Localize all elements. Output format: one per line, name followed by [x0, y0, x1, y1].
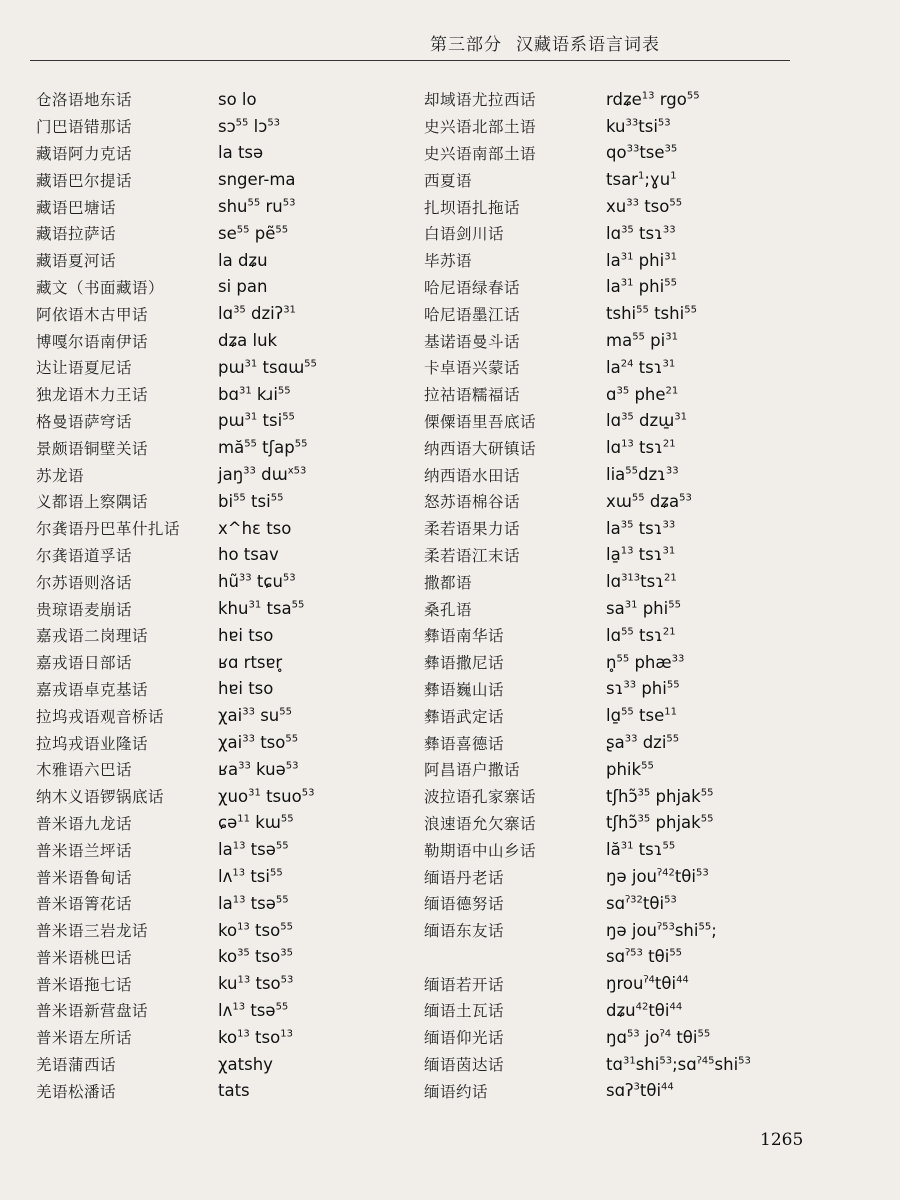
language-name: 彝语喜德话 [424, 734, 505, 753]
entry-row [36, 810, 436, 837]
language-name: 达让语夏尼话 [36, 359, 133, 378]
language-name: 却域语尤拉西话 [424, 91, 537, 110]
word-form: $ku^{33}tsi^{53}$ [606, 116, 671, 136]
language-name: 尔龚语道孚话 [36, 546, 133, 565]
word-form: $ko^{13}$ tso$^{55}$ [218, 920, 293, 940]
language-name: 普米语兰坪话 [36, 841, 133, 860]
word-form: tshi$^{55}$ tshi$^{55}$ [606, 304, 697, 324]
entry-row [36, 488, 436, 515]
entry-row [36, 515, 436, 542]
language-name: 藏文（书面藏语） [36, 278, 165, 297]
word-form: lɑ$^{55}$ tsɿ$^{21}$ [606, 625, 676, 645]
running-header [430, 30, 660, 55]
word-form: rdʑe$^{13}$ rgo$^{55}$ [606, 89, 700, 109]
word-form: x^hɛ tso [218, 518, 292, 538]
entry-row [424, 488, 824, 515]
entry-row [424, 461, 824, 488]
word-form: $la^{31}$ phi$^{31}$ [606, 250, 677, 270]
language-name: 缅语茵达话 [424, 1056, 505, 1075]
entry-row [36, 944, 436, 971]
header-part: 第三部分 [430, 35, 502, 55]
language-name: 嘉戎语日部话 [36, 654, 133, 673]
language-name: 怒苏语棉谷话 [424, 493, 521, 512]
word-form: dʑu$^{42}$tθi$^{44}$ [606, 1000, 683, 1020]
word-form: lɑ$^{35}$ tsɿ$^{33}$ [606, 223, 676, 243]
entry-row [424, 783, 824, 810]
language-name: 桑孔语 [424, 600, 473, 619]
entry-row [36, 220, 436, 247]
language-name: 浪速语允欠寨话 [424, 814, 537, 833]
word-form: ʁɑ rtsɐr̥ [218, 652, 283, 672]
language-name: 毕苏语 [424, 252, 473, 271]
entry-row [424, 300, 824, 327]
entry-row [424, 408, 824, 435]
language-name: 卡卓语兴蒙话 [424, 359, 521, 378]
word-form: la tsə [218, 143, 264, 163]
language-name: 缅语土瓦话 [424, 1002, 505, 1021]
entry-row [424, 193, 824, 220]
word-form: $sa^{31}$ phi$^{55}$ [606, 599, 681, 619]
word-form: ŋrou$^{ʔ4}$tθi$^{44}$ [606, 974, 689, 994]
left-column [36, 86, 436, 1104]
entry-row [36, 622, 436, 649]
language-name: 羌语松潘话 [36, 1082, 117, 1101]
language-name: 史兴语北部土语 [424, 118, 537, 137]
header-rule [30, 60, 790, 61]
entry-row [424, 1051, 824, 1078]
entry-row [424, 1024, 824, 1051]
language-name: 纳木义语锣锅底话 [36, 788, 165, 807]
word-form: hɐi tso [218, 679, 274, 699]
word-form: phik$^{55}$ [606, 759, 654, 779]
word-form: ɑ$^{35}$ phe$^{21}$ [606, 384, 679, 404]
word-form: hɐi tso [218, 625, 274, 645]
page-number: 1265 [760, 1130, 804, 1150]
word-form: ɕə$^{11}$ kɯ$^{55}$ [218, 813, 294, 833]
word-form: khu$^{31}$ tsa$^{55}$ [218, 599, 305, 619]
entry-row [424, 568, 824, 595]
word-form: χuo$^{31}$ tsuo$^{53}$ [218, 786, 315, 806]
entry-row [424, 676, 824, 703]
entry-row [424, 649, 824, 676]
word-form: tats [218, 1081, 250, 1101]
word-form: snger-ma [218, 170, 296, 190]
entry-row [36, 729, 436, 756]
language-name: 贵琼语麦崩话 [36, 600, 133, 619]
entry-row [36, 381, 436, 408]
language-name: 缅语仰光话 [424, 1029, 505, 1048]
word-form: $ma^{55}$ $pi^{31}$ [606, 331, 678, 351]
entry-row [424, 997, 824, 1024]
language-name: 缅语德努话 [424, 895, 505, 914]
language-name: 缅语东友话 [424, 922, 505, 941]
word-form: la̱$^{13}$ tsɿ$^{31}$ [606, 545, 676, 565]
word-form: χai$^{33}$ tso$^{55}$ [218, 733, 299, 753]
entry-row [36, 1077, 436, 1104]
entry-row [424, 86, 824, 113]
entry-row [424, 836, 824, 863]
language-name: 西夏语 [424, 171, 473, 190]
language-name: 普米语九龙话 [36, 814, 133, 833]
entry-row [424, 274, 824, 301]
word-form: $ko^{13}$ tso$^{13}$ [218, 1027, 293, 1047]
word-form: lɑ$^{35}$ dzɯ̱$^{31}$ [606, 411, 687, 431]
word-form: sɔ$^{55}$ lɔ$^{53}$ [218, 116, 281, 136]
language-name: 缅语丹老话 [424, 868, 505, 887]
language-name: 哈尼语绿春话 [424, 278, 521, 297]
entry-row [36, 434, 436, 461]
language-name: 普米语鲁甸话 [36, 868, 133, 887]
word-form: pɯ$^{31}$ tsɑɯ$^{55}$ [218, 357, 317, 377]
entry-row [36, 649, 436, 676]
word-form: sɑ$^{ʔ53}$ tθi$^{55}$ [606, 947, 683, 967]
word-form: $la^{13}$ tsə$^{55}$ [218, 840, 289, 860]
word-form: $bi^{55}$ tsi$^{55}$ [218, 491, 284, 511]
language-name: 白语剑川话 [424, 225, 505, 244]
word-form: χai$^{33}$ $su^{55}$ [218, 706, 293, 726]
entry-row [36, 461, 436, 488]
language-name: 彝语撒尼话 [424, 654, 505, 673]
language-name: 义都语上察隅话 [36, 493, 149, 512]
language-name: 藏语夏河话 [36, 252, 117, 271]
entry-row [424, 140, 824, 167]
entry-row [424, 434, 824, 461]
language-name: 景颇语铜壁关话 [36, 439, 149, 458]
word-form: ŋə jou$^{ʔ53}$shi$^{55}$; [606, 920, 717, 940]
word-form: $la^{35}$ tsɿ$^{33}$ [606, 518, 676, 538]
word-form: tʃhɔ̃$^{35}$ phjak$^{55}$ [606, 786, 714, 806]
entry-row [424, 622, 824, 649]
word-form: tʃhɔ̃$^{35}$ phjak$^{55}$ [606, 813, 714, 833]
word-form: ŋɑ$^{53}$ $jo^{ʔ4}$ tθi$^{55}$ [606, 1027, 711, 1047]
language-name: 格曼语萨穹话 [36, 412, 133, 431]
entry-row [36, 274, 436, 301]
language-name: 尔苏语则洛话 [36, 573, 133, 592]
entry-row [36, 1051, 436, 1078]
entry-row [424, 354, 824, 381]
entry-row [36, 300, 436, 327]
word-form: ho tsav [218, 545, 279, 565]
word-form: shu$^{55}$ $ru^{53}$ [218, 197, 296, 217]
entry-row [36, 863, 436, 890]
word-form: $la^{13}$ tsə$^{55}$ [218, 893, 289, 913]
language-name: 阿依语木古甲话 [36, 305, 149, 324]
entry-row [424, 595, 824, 622]
entry-row [36, 327, 436, 354]
entry-row [36, 890, 436, 917]
entry-row [36, 140, 436, 167]
language-name: 拉坞戎语业隆话 [36, 734, 149, 753]
language-name: 纳西语大研镇话 [424, 439, 537, 458]
word-form: χatshy [218, 1054, 273, 1074]
language-name: 羌语蒲西话 [36, 1056, 117, 1075]
entry-row [424, 1077, 824, 1104]
word-form: lʌ$^{13}$ tsə$^{55}$ [218, 1000, 289, 1020]
header-title: 汉藏语系语言词表 [516, 35, 660, 55]
language-name: 拉祜语糯福话 [424, 386, 521, 405]
word-form: sɑ$^{ʔ32}$tθi$^{53}$ [606, 893, 677, 913]
entry-row [424, 220, 824, 247]
language-name: 勒期语中山乡话 [424, 841, 537, 860]
entry-row [36, 354, 436, 381]
language-name: 基诺语曼斗话 [424, 332, 521, 351]
language-name: 缅语约话 [424, 1082, 489, 1101]
language-name: 阿昌语户撒话 [424, 761, 521, 780]
language-name: 柔若语江末话 [424, 546, 521, 565]
entry-row [424, 542, 824, 569]
entry-row [36, 970, 436, 997]
word-form: $la^{31}$ phi$^{55}$ [606, 277, 677, 297]
entry-row [424, 890, 824, 917]
language-name: 彝语武定话 [424, 707, 505, 726]
word-form: tsar$^1$;ɣu$^1$ [606, 170, 677, 190]
word-form: $mă^{55}$ tʃap$^{55}$ [218, 438, 308, 458]
entry-row [36, 113, 436, 140]
language-name: 藏语巴尔提话 [36, 171, 133, 190]
entry-row [424, 515, 824, 542]
right-column [424, 86, 824, 1104]
entry-row [36, 836, 436, 863]
entry-row [36, 676, 436, 703]
word-form: jaŋ$^{33}$ dɯ$^{x53}$ [218, 465, 307, 485]
language-name: 波拉语孔家寨话 [424, 788, 537, 807]
entry-row [424, 810, 824, 837]
entry-row [36, 86, 436, 113]
word-form: so lo [218, 89, 257, 109]
language-name: 嘉戎语卓克基话 [36, 680, 149, 699]
word-form: la dʑu [218, 250, 268, 270]
language-name: 藏语拉萨话 [36, 225, 117, 244]
entry-row [424, 113, 824, 140]
entry-row [36, 193, 436, 220]
language-name: 普米语三岩龙话 [36, 922, 149, 941]
word-form: ʂa$^{33}$ dzi$^{55}$ [606, 733, 680, 753]
entry-row [36, 997, 436, 1024]
language-name: 苏龙语 [36, 466, 85, 485]
entry-row [36, 247, 436, 274]
word-form: $ko^{35}$ tso$^{35}$ [218, 947, 293, 967]
language-name: 扎坝语扎拖话 [424, 198, 521, 217]
language-name: 普米语左所话 [36, 1029, 133, 1048]
word-form: lɑ̱$^{55}$ tse$^{11}$ [606, 706, 677, 726]
language-name: 彝语巍山话 [424, 680, 505, 699]
entry-row [424, 756, 824, 783]
word-form: lɑ$^{313}$tsɿ$^{21}$ [606, 572, 677, 592]
language-name: 仓洛语地东话 [36, 91, 133, 110]
entry-row [424, 729, 824, 756]
entry-row [36, 408, 436, 435]
entry-row [424, 381, 824, 408]
word-form: lʌ$^{13}$ tsi$^{55}$ [218, 867, 283, 886]
word-form: $hũ^{33}$ tɕu$^{53}$ [218, 572, 296, 592]
word-form: sɿ$^{33}$ phi$^{55}$ [606, 679, 680, 699]
language-name: 缅语若开话 [424, 975, 505, 994]
language-name: 拉坞戎语观音桥话 [36, 707, 165, 726]
word-form: pɯ$^{31}$ tsi$^{55}$ [218, 411, 295, 431]
word-form: xɯ$^{55}$ dʑa$^{53}$ [606, 491, 692, 511]
language-name: 哈尼语墨江话 [424, 305, 521, 324]
word-form: tɑ$^{31}$shi$^{53}$;sɑ$^{ʔ45}$shi$^{53}$ [606, 1054, 751, 1074]
language-name: 普米语新营盘话 [36, 1002, 149, 1021]
language-name: 木雅语六巴话 [36, 761, 133, 780]
language-name: 博嘎尔语南伊话 [36, 332, 149, 351]
entry-row [36, 756, 436, 783]
language-name: 藏语巴塘话 [36, 198, 117, 217]
entry-row [424, 702, 824, 729]
word-form: $se^{55}$ pẽ$^{55}$ [218, 223, 289, 243]
word-form: ŋə jou$^{ʔ42}$tθi$^{53}$ [606, 867, 709, 886]
language-name: 普米语拖七话 [36, 975, 133, 994]
language-name: 藏语阿力克话 [36, 144, 133, 163]
entry-row [424, 970, 824, 997]
language-name: 门巴语错那话 [36, 118, 133, 137]
entry-row [424, 863, 824, 890]
word-form: lia$^{55}$dzɿ$^{33}$ [606, 465, 679, 485]
language-name: 史兴语南部土语 [424, 144, 537, 163]
language-name: 彝语南华话 [424, 627, 505, 646]
language-name: 尔龚语丹巴革什扎话 [36, 520, 181, 539]
word-form: $xu^{33}$ tso$^{55}$ [606, 197, 683, 217]
entry-row [424, 327, 824, 354]
language-name: 撒都语 [424, 573, 473, 592]
language-name: 纳西语水田话 [424, 466, 521, 485]
language-name: 独龙语木力王话 [36, 386, 149, 405]
language-name: 普米语桃巴话 [36, 948, 133, 967]
entry-row [424, 166, 824, 193]
entry-row [36, 595, 436, 622]
word-form: dʑa luk [218, 331, 278, 351]
word-form: $qo^{33}tse^{35}$ [606, 143, 678, 163]
entry-row [424, 944, 824, 971]
entry-row [424, 247, 824, 274]
word-form: lɑ$^{35}$ dziʔ$^{31}$ [218, 304, 296, 324]
word-form: ʁa$^{33}$ kuə$^{53}$ [218, 759, 299, 779]
entry-row [36, 568, 436, 595]
word-form: lɑ$^{13}$ tsɿ$^{21}$ [606, 438, 676, 458]
language-name: 嘉戎语二岗理话 [36, 627, 149, 646]
entry-row [36, 783, 436, 810]
word-form: $ku^{13}$ tso$^{53}$ [218, 974, 294, 994]
word-form: $lă^{31}$ tsɿ$^{55}$ [606, 840, 676, 860]
language-name: 柔若语果力话 [424, 520, 521, 539]
word-form: sɑʔ$^3$tθi$^{44}$ [606, 1081, 674, 1101]
entry-row [36, 917, 436, 944]
word-form: bɑ$^{31}$ kɹi$^{55}$ [218, 384, 291, 404]
language-name: 傈僳语里吾底话 [424, 412, 537, 431]
word-form: si pan [218, 277, 268, 297]
entry-row [36, 1024, 436, 1051]
language-name: 普米语箐花话 [36, 895, 133, 914]
entry-row [36, 702, 436, 729]
entry-row [36, 542, 436, 569]
entry-row [424, 917, 824, 944]
entry-row [36, 166, 436, 193]
word-form: n̥$^{55}$ phæ$^{33}$ [606, 652, 685, 672]
word-form: $la^{24}$ tsɿ$^{31}$ [606, 357, 676, 377]
